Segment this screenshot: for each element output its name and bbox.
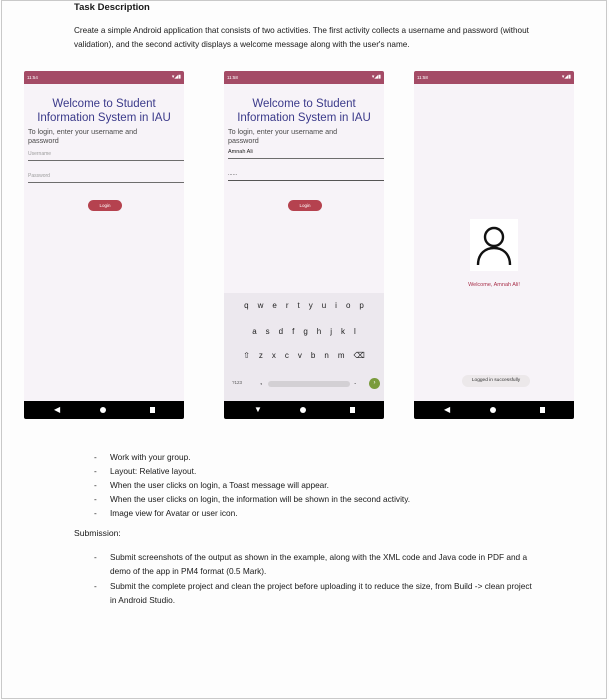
home-icon[interactable] — [490, 407, 496, 413]
nav-bar — [414, 401, 574, 419]
list-item: - When the user clicks on login, the information will be shown in the second activity. — [94, 494, 411, 504]
recents-icon[interactable] — [350, 407, 355, 413]
signal-battery-icon: ▾◢▮ — [371, 74, 381, 80]
login-hint: To login, enter your username and password — [28, 127, 138, 145]
key[interactable]: b — [310, 351, 316, 360]
back-icon[interactable]: ◀ — [54, 405, 61, 414]
login-hint: To login, enter your username and password — [228, 127, 338, 145]
recents-icon[interactable] — [540, 407, 545, 413]
status-time: 11:54 — [27, 75, 38, 80]
back-icon[interactable]: ◀ — [444, 405, 451, 414]
comma-key[interactable]: , — [260, 377, 263, 386]
symbols-key[interactable]: ?123 — [232, 380, 243, 385]
submission-heading: Submission: — [74, 528, 121, 538]
list-item: - Submit screenshots of the output as shown in the example, along with the XML code and Java code in PDF and a demo of the app in PM4 format (0.5 Mark). — [94, 552, 528, 577]
space-key[interactable] — [268, 381, 350, 387]
key[interactable]: n — [324, 351, 329, 360]
list-item: - Submit the complete project and clean the project before uploading it to reduce the size, from Build -> clean project in Android Studio. — [94, 580, 532, 605]
key[interactable]: w — [257, 301, 264, 310]
list-item: - Image view for Avatar or user icon. — [94, 508, 238, 518]
go-key-icon[interactable]: › — [369, 378, 380, 389]
list-item: - When the user clicks on login, a Toast message will appear. — [94, 480, 329, 490]
avatar-icon — [470, 219, 518, 271]
username-field[interactable]: Username — [28, 151, 184, 161]
soft-keyboard — [224, 293, 384, 401]
key[interactable]: r — [285, 301, 289, 310]
home-icon[interactable] — [100, 407, 106, 413]
login-button[interactable]: Login — [288, 200, 322, 211]
phone-welcome — [414, 71, 574, 419]
status-bar — [414, 71, 574, 84]
key[interactable]: h — [316, 327, 322, 336]
key[interactable]: e — [272, 301, 277, 310]
key[interactable]: v — [297, 351, 302, 360]
shift-icon[interactable]: ⇧ — [243, 351, 250, 360]
signal-battery-icon: ▾◢▮ — [561, 74, 571, 80]
toast-message: Logged in successfully — [462, 375, 530, 387]
key[interactable]: k — [341, 327, 346, 336]
keyboard-row-1 — [224, 301, 384, 310]
key[interactable]: x — [271, 351, 276, 360]
phone-login-filled — [224, 71, 384, 419]
key[interactable]: d — [278, 327, 284, 336]
list-item: - Work with your group. — [94, 452, 191, 462]
key[interactable]: o — [345, 301, 351, 310]
task-description: Create a simple Android application that consists of two activities. The first activity collects a username and password (without validation), and the second activity displays a welcome message along with the user's name. — [74, 26, 529, 49]
key[interactable]: m — [337, 351, 345, 360]
recents-icon[interactable] — [150, 407, 155, 413]
key[interactable]: q — [244, 301, 249, 310]
key[interactable]: t — [297, 301, 300, 310]
key[interactable]: f — [292, 327, 295, 336]
backspace-icon[interactable]: ⌫ — [353, 351, 365, 360]
status-time: 11:58 — [227, 75, 238, 80]
nav-bar — [24, 401, 184, 419]
password-field[interactable]: Password — [28, 173, 184, 183]
submission-list — [94, 550, 534, 607]
key[interactable]: y — [308, 301, 313, 310]
requirements-list — [94, 450, 564, 520]
period-key[interactable]: . — [354, 377, 357, 386]
hide-keyboard-icon[interactable]: ▼ — [254, 405, 262, 414]
phone-login-empty — [24, 71, 184, 419]
key[interactable]: l — [354, 327, 356, 336]
list-item: - Layout: Relative layout. — [94, 466, 197, 476]
key[interactable]: a — [252, 327, 257, 336]
home-icon[interactable] — [300, 407, 306, 413]
key[interactable]: c — [284, 351, 289, 360]
key[interactable]: j — [330, 327, 333, 336]
password-field[interactable]: ...... — [228, 171, 384, 181]
status-bar — [224, 71, 384, 84]
app-title: Welcome to Student Information System in IAU — [237, 98, 371, 124]
signal-battery-icon: ▾◢▮ — [171, 74, 181, 80]
keyboard-row-2 — [224, 327, 384, 336]
welcome-message: Welcome, Amnah Ali! — [468, 282, 520, 288]
keyboard-row-3 — [224, 351, 384, 360]
key[interactable]: p — [359, 301, 364, 310]
key[interactable]: i — [335, 301, 337, 310]
keyboard-bottom-row — [232, 377, 382, 391]
key[interactable]: g — [303, 327, 308, 336]
login-button[interactable]: Login — [88, 200, 122, 211]
status-bar — [24, 71, 184, 84]
status-time: 11:58 — [417, 75, 428, 80]
task-title: Task Description — [74, 2, 150, 13]
key[interactable]: u — [321, 301, 327, 310]
key[interactable]: z — [258, 351, 263, 360]
app-title: Welcome to Student Information System in IAU — [37, 98, 171, 124]
nav-bar — [224, 401, 384, 419]
key[interactable]: s — [265, 327, 270, 336]
username-field[interactable]: Amnah Ali — [228, 149, 384, 159]
